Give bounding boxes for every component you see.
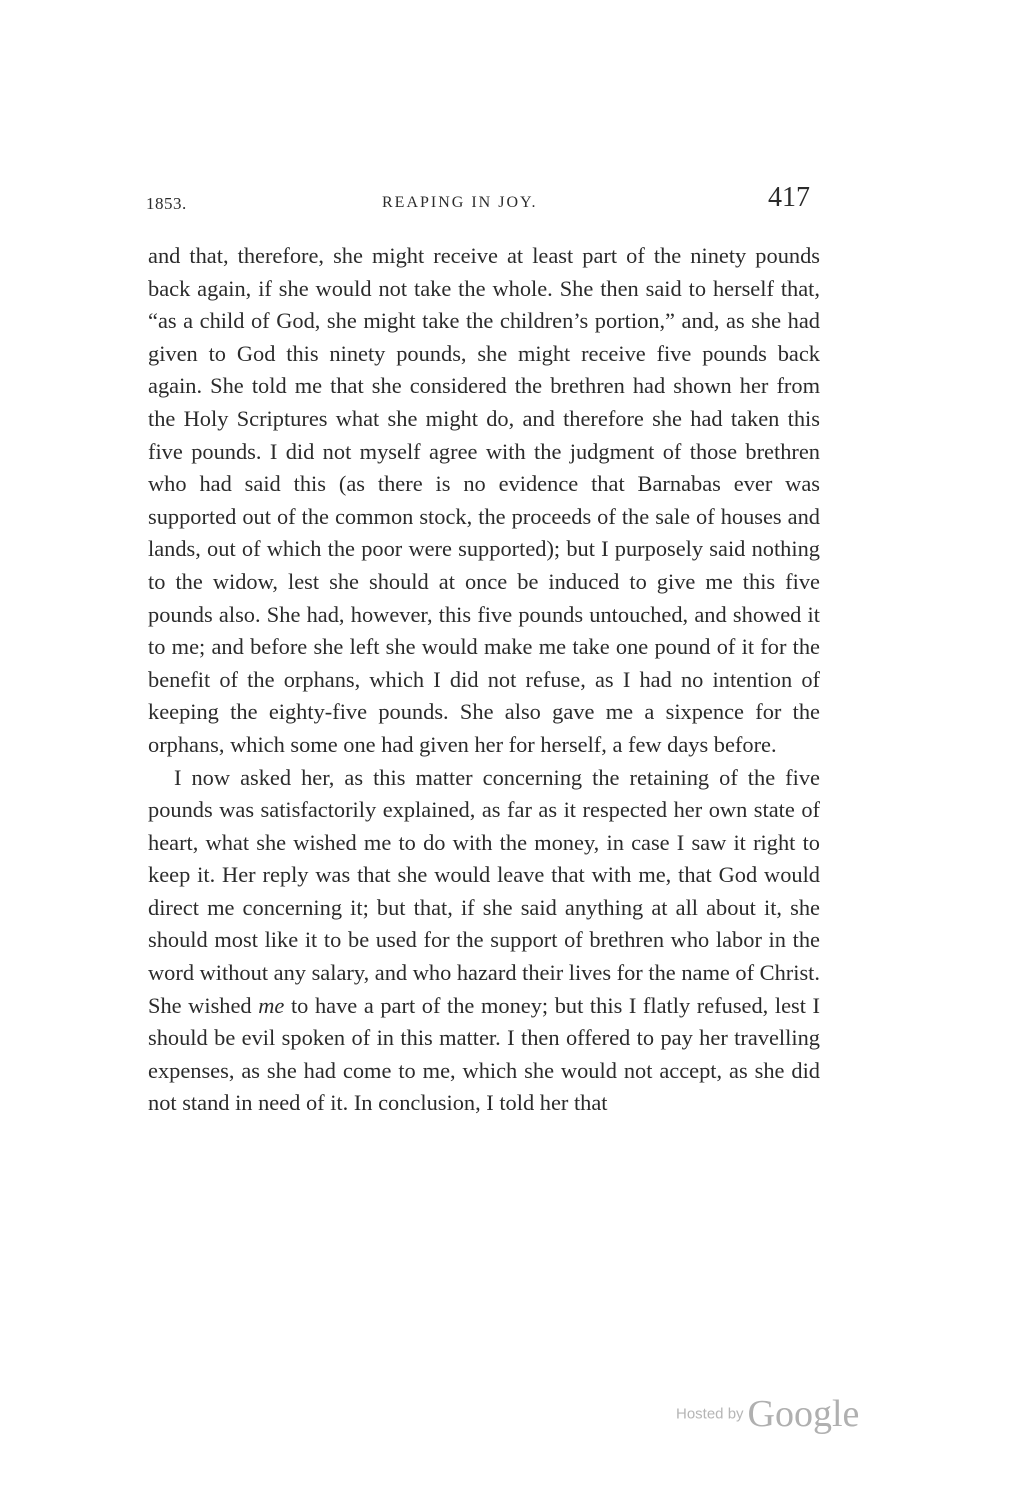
watermark-hosted-by: Hosted by [676, 1405, 744, 1423]
running-header [146, 182, 814, 222]
paragraph-2-part-2: to have a part of the money; but this I flatly refused, lest I should be evil spoken of in this matter. I then offered to pay her travelling expenses, as she had come to me, which she would not accept, as she did not stand in need of it. In conclusion, I told her that [148, 992, 821, 1116]
paragraph-1: and that, therefore, she might receive at least part of the ninety pounds back again, if she would not take the whole. She then said to herself that, “as a child of God, she might take the children’s portion,” and, as she had given to God this ninety pounds, she might receive five pounds back again. She told me that she considered the brethren had shown her from the Holy Scriptures what she might do, and therefore she had taken this five pounds. I did not myself agree with the judgment of those brethren who had said this (as there is no evidence that Barnabas ever was supported out of the common stock, the proceeds of the sale of houses and lands, out of which the poor were supported); but I purposely said nothing to the widow, lest she should at once be induced to give me this five pounds also. She had, however, this five pounds untouched, and showed it to me; and before she left she would make me take one pound of it for the benefit of the orphans, which I did not refuse, as I had no intention of keeping the eighty-five pounds. She also gave me a sixpence for the orphans, which some one had given her for herself, a few days before. [148, 243, 820, 757]
paragraph-2-emphasis: me [258, 992, 285, 1018]
page-number: 417 [768, 182, 810, 213]
google-logo: Google [747, 1393, 860, 1435]
hosted-by-google-watermark [676, 1392, 859, 1438]
paragraph-2-part-1: I now asked her, as this matter concerning the retaining of the five pounds was satisfactorily explained, as far as it respected her own state of heart, what she wished me to do with the money, in case I saw it right to keep it. Her reply was that she would leave that with me, that God would direct me concerning it; but that, if she said anything at all about it, she should most like it to be used for the support of brethren who labor in the word without any salary, and who hazard their lives for the name of Christ. She wished [148, 764, 820, 1018]
header-title: REAPING IN JOY. [382, 194, 538, 211]
paragraph-2 [148, 762, 820, 1121]
body-text [148, 240, 820, 1120]
header-year: 1853. [146, 194, 187, 213]
